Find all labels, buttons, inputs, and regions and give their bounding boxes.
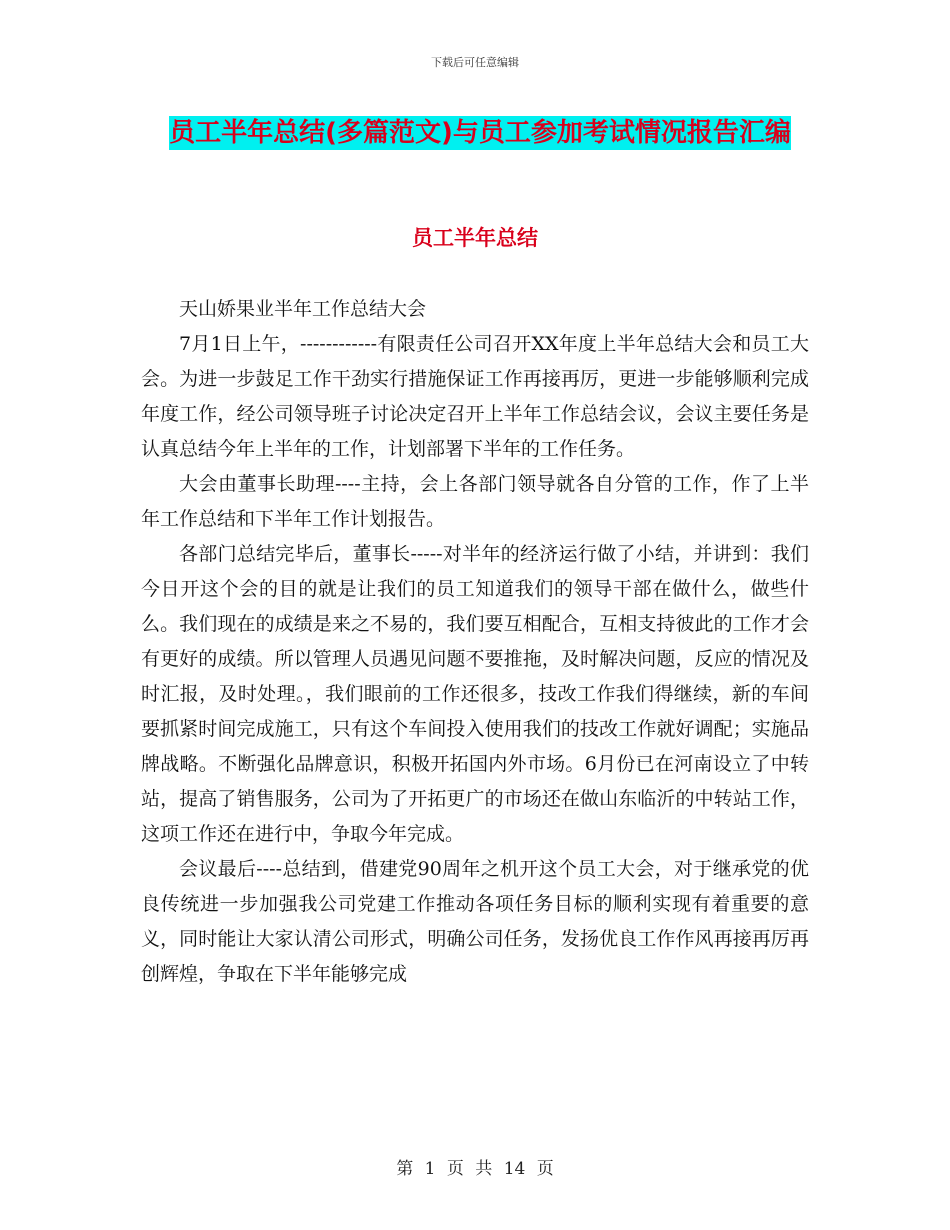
paragraph-3: 大会由董事长助理----主持，会上各部门领导就各自分管的工作，作了上半年工作总结和下半年工作计划报告。 [141,473,809,530]
paragraph-1: 天山娇果业半年工作总结大会 [179,298,427,320]
paragraph-4: 各部门总结完毕后，董事长-----对半年的经济运行做了小结，并讲到：我们今日开这个会的目的就是让我们的员工知道我们的领导干部在做什么，做些什么。我们现在的成绩是来之不易的，我们要互相配合，互相支持彼此的工作才会有更好的成绩。所以管理人员遇见问题不要推拖，及时解决问题，反应的情况及时汇报，及时处理。，我们眼前的工作还很多，技改工作我们得继续，新的车间要抓紧时间完成施工，只有这个车间投入使用我们的技改工作就好调配；实施品牌战略。不断强化品牌意识，积极开拓国内外市场。6月份已在河南设立了中转站，提高了销售服务，公司为了开拓更广的市场还在做山东临沂的中转站工作，这项工作还在进行中，争取今年完成。 [141,543,809,845]
paragraph-5: 会议最后----总结到，借建党90周年之机开这个员工大会，对于继承党的优良传统进一步加强我公司党建工作推动各项任务目标的顺利实现有着重要的意义，同时能让大家认清公司形式，明确公司任务，发扬优良工作作风再接再厉再创辉煌，争取在下半年能够完成 [141,858,809,985]
document-title-text: 员工半年总结(多篇范文)与员工参加考试情况报告汇编 [169,118,791,148]
document-body [141,292,809,992]
document-title [140,108,820,158]
page-number-footer: 第 1 页 共 14 页 [396,1159,554,1179]
paragraph-2: 7月1日上午，------------有限责任公司召开XX年度上半年总结大会和员工大会。为进一步鼓足工作干劲实行措施保证工作再接再厉，更进一步能够顺利完成年度工作，经公司领导班子讨论决定召开上半年工作总结会议，会议主要任务是认真总结今年上半年的工作，计划部署下半年的工作任务。 [141,333,809,460]
header-note: 下载后可任意编辑 [431,56,519,69]
section-title: 员工半年总结 [412,226,538,250]
